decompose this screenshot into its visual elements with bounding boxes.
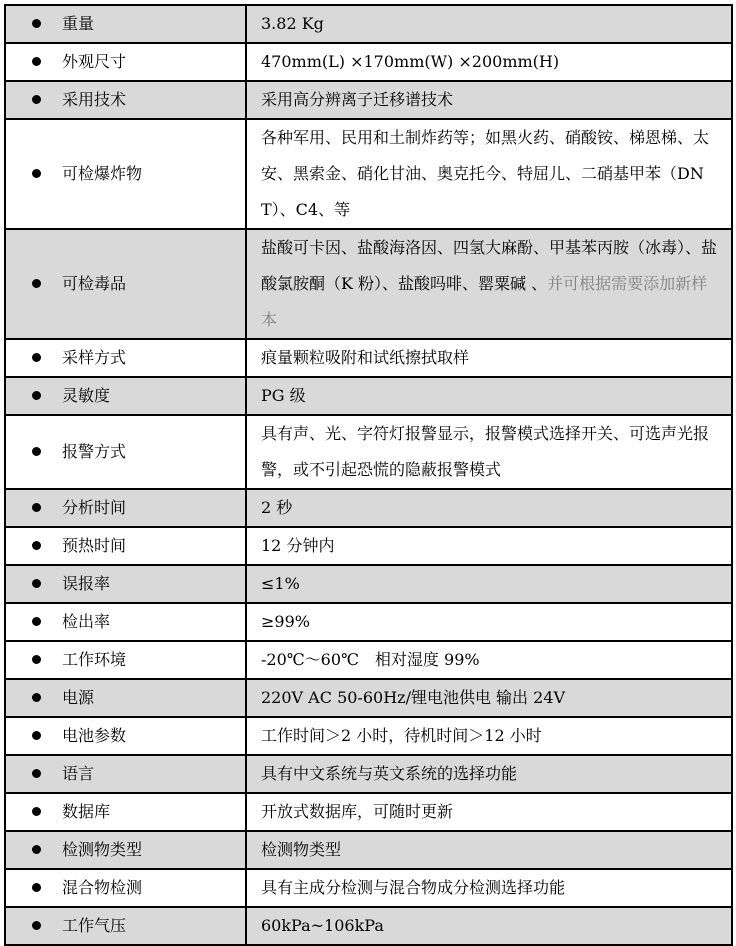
spec-label-cell bbox=[5, 717, 246, 755]
spec-value-cell bbox=[246, 831, 732, 869]
spec-label-cell bbox=[5, 43, 246, 81]
spec-label: 电池参数 bbox=[62, 726, 127, 745]
table-row bbox=[5, 869, 732, 907]
spec-value-cell bbox=[246, 869, 732, 907]
spec-label: 电源 bbox=[62, 688, 95, 707]
table-row bbox=[5, 119, 732, 229]
spec-label-cell bbox=[5, 339, 246, 377]
bullet-icon bbox=[32, 19, 41, 28]
bullet-icon bbox=[32, 769, 41, 778]
spec-value-cell bbox=[246, 229, 732, 339]
bullet-icon bbox=[32, 95, 41, 104]
bullet-icon bbox=[32, 883, 41, 892]
bullet-icon bbox=[32, 693, 41, 702]
table-row bbox=[5, 527, 732, 565]
spec-label: 分析时间 bbox=[62, 498, 127, 517]
spec-label-cell bbox=[5, 641, 246, 679]
table-row bbox=[5, 565, 732, 603]
table-row bbox=[5, 755, 732, 793]
spec-label-cell bbox=[5, 603, 246, 641]
spec-value: ≥99% bbox=[261, 612, 310, 631]
spec-label-cell bbox=[5, 831, 246, 869]
table-row bbox=[5, 339, 732, 377]
bullet-icon bbox=[32, 655, 41, 664]
bullet-icon bbox=[32, 807, 41, 816]
bullet-icon bbox=[32, 353, 41, 362]
spec-label: 工作环境 bbox=[62, 650, 127, 669]
spec-label-cell bbox=[5, 793, 246, 831]
spec-label: 混合物检测 bbox=[62, 878, 143, 897]
spec-label: 检测物类型 bbox=[62, 840, 143, 859]
spec-label: 工作气压 bbox=[62, 916, 127, 935]
bullet-icon bbox=[32, 731, 41, 740]
spec-value: PG 级 bbox=[261, 386, 306, 405]
spec-value: 12 分钟内 bbox=[261, 536, 335, 555]
bullet-icon bbox=[32, 617, 41, 626]
spec-label: 可检毒品 bbox=[62, 274, 127, 293]
spec-label: 检出率 bbox=[62, 612, 111, 631]
spec-value: 检测物类型 bbox=[261, 840, 342, 859]
table-row bbox=[5, 907, 732, 945]
spec-value-cell bbox=[246, 679, 732, 717]
bullet-icon bbox=[32, 845, 41, 854]
spec-label-cell bbox=[5, 489, 246, 527]
bullet-icon bbox=[32, 391, 41, 400]
spec-label: 可检爆炸物 bbox=[62, 164, 143, 183]
bullet-icon bbox=[32, 579, 41, 588]
bullet-icon bbox=[32, 447, 41, 456]
spec-value: 各种军用、民用和土制炸药等；如黑火药、硝酸铵、梯恩梯、太安、黑索金、硝化甘油、奥克托今、特屈儿、二硝基甲苯（DNT）、C4、等 bbox=[261, 128, 710, 219]
spec-value: 220V AC 50-60Hz/锂电池供电 输出 24V bbox=[261, 688, 566, 707]
bullet-icon bbox=[32, 169, 41, 178]
spec-value-cell bbox=[246, 603, 732, 641]
spec-value-cell bbox=[246, 641, 732, 679]
table-row bbox=[5, 415, 732, 489]
table-row bbox=[5, 377, 732, 415]
spec-value-cell bbox=[246, 377, 732, 415]
spec-value: 采用高分辨离子迁移谱技术 bbox=[261, 90, 454, 109]
spec-label: 采样方式 bbox=[62, 348, 127, 367]
spec-value: 痕量颗粒吸附和试纸擦拭取样 bbox=[261, 348, 470, 367]
spec-label: 误报率 bbox=[62, 574, 111, 593]
bullet-icon bbox=[32, 57, 41, 66]
spec-value-cell bbox=[246, 755, 732, 793]
spec-value: -20℃～60℃ 相对湿度 99% bbox=[261, 650, 480, 669]
spec-label-cell bbox=[5, 907, 246, 945]
spec-value: 3.82 Kg bbox=[261, 14, 324, 33]
spec-value: ≤1% bbox=[261, 574, 300, 593]
spec-label-cell bbox=[5, 755, 246, 793]
spec-value: 具有声、光、字符灯报警显示，报警模式选择开关、可选声光报警，或不引起恐慌的隐蔽报警模式 bbox=[261, 424, 710, 479]
spec-value: 工作时间＞2 小时，待机时间＞12 小时 bbox=[261, 726, 542, 745]
spec-value: 60kPa~106kPa bbox=[261, 916, 384, 935]
spec-label-cell bbox=[5, 229, 246, 339]
spec-label: 重量 bbox=[62, 14, 95, 33]
spec-value-cell bbox=[246, 81, 732, 119]
spec-value-cell bbox=[246, 489, 732, 527]
spec-value-cell bbox=[246, 119, 732, 229]
spec-label: 语言 bbox=[62, 764, 95, 783]
table-row bbox=[5, 5, 732, 43]
spec-value: 2 秒 bbox=[261, 498, 293, 517]
spec-label-cell bbox=[5, 527, 246, 565]
spec-value: 开放式数据库，可随时更新 bbox=[261, 802, 454, 821]
table-row bbox=[5, 793, 732, 831]
spec-label-cell bbox=[5, 119, 246, 229]
spec-label-cell bbox=[5, 565, 246, 603]
spec-label: 外观尺寸 bbox=[62, 52, 127, 71]
spec-value: 470mm(L) ×170mm(W) ×200mm(H) bbox=[261, 52, 560, 71]
spec-label: 灵敏度 bbox=[62, 386, 111, 405]
spec-table bbox=[4, 4, 733, 946]
spec-label-cell bbox=[5, 377, 246, 415]
spec-label-cell bbox=[5, 869, 246, 907]
spec-value-cell bbox=[246, 793, 732, 831]
spec-value-cell bbox=[246, 565, 732, 603]
spec-label: 报警方式 bbox=[62, 442, 127, 461]
spec-value-cell bbox=[246, 415, 732, 489]
spec-label-cell bbox=[5, 81, 246, 119]
spec-value: 具有主成分检测与混合物成分检测选择功能 bbox=[261, 878, 566, 897]
table-row bbox=[5, 229, 732, 339]
bullet-icon bbox=[32, 541, 41, 550]
spec-label: 预热时间 bbox=[62, 536, 127, 555]
bullet-icon bbox=[32, 279, 41, 288]
spec-value: 盐酸可卡因、盐酸海洛因、四氢大麻酚、甲基苯丙胺（冰毒）、盐酸氯胺酮（K 粉）、盐酸吗啡、罂粟碱 、 bbox=[261, 238, 718, 293]
spec-value-cell bbox=[246, 5, 732, 43]
bullet-icon bbox=[32, 503, 41, 512]
table-row bbox=[5, 489, 732, 527]
spec-label: 数据库 bbox=[62, 802, 111, 821]
spec-table-body bbox=[5, 5, 732, 945]
table-row bbox=[5, 43, 732, 81]
spec-value-cell bbox=[246, 717, 732, 755]
table-row bbox=[5, 603, 732, 641]
spec-label-cell bbox=[5, 415, 246, 489]
spec-value-cell bbox=[246, 43, 732, 81]
table-row bbox=[5, 81, 732, 119]
spec-value-cell bbox=[246, 527, 732, 565]
spec-value: 具有中文系统与英文系统的选择功能 bbox=[261, 764, 518, 783]
spec-value-cell bbox=[246, 907, 732, 945]
spec-label-cell bbox=[5, 5, 246, 43]
table-row bbox=[5, 831, 732, 869]
spec-value-cell bbox=[246, 339, 732, 377]
spec-value-note: 并可根据需要添加新样本 bbox=[261, 274, 708, 329]
bullet-icon bbox=[32, 921, 41, 930]
table-row bbox=[5, 641, 732, 679]
spec-label: 采用技术 bbox=[62, 90, 127, 109]
table-row bbox=[5, 717, 732, 755]
table-row bbox=[5, 679, 732, 717]
spec-label-cell bbox=[5, 679, 246, 717]
